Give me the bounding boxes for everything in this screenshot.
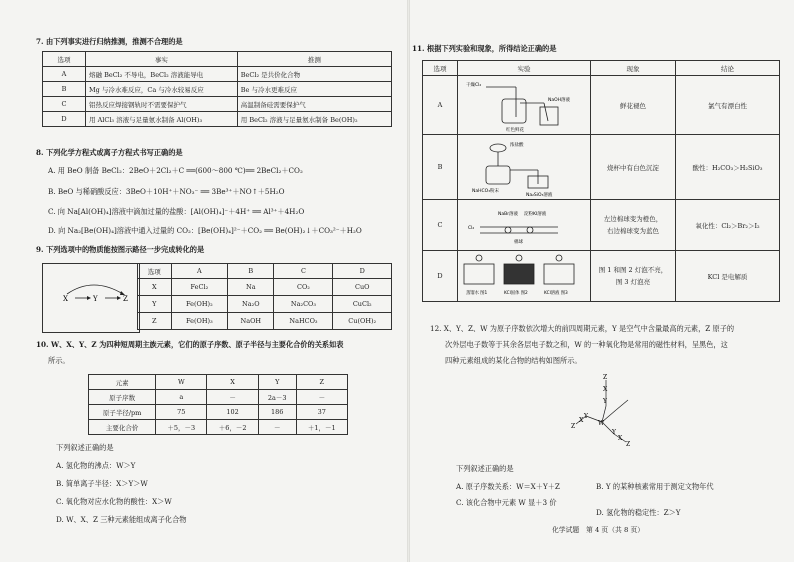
q11-phenomenon bbox=[591, 200, 676, 251]
q7-header: 事实 bbox=[86, 52, 238, 67]
q10-title-cont: 所示。 bbox=[48, 356, 70, 365]
q10-cell: ＋5，－3 bbox=[156, 420, 207, 435]
q11-apparatus-d bbox=[458, 251, 591, 302]
q11-apparatus-b bbox=[458, 135, 591, 200]
q10-option: A. 氢化物的沸点：W＞Y bbox=[56, 461, 136, 470]
label-naoh: NaOH溶液 bbox=[548, 98, 571, 103]
q8-option: D. 向 Na₂[Be(OH)₄]溶液中通入过量的 CO₂：[Be(OH)₄]²⁻＋CO₂ ══ Be(OH)₂↓＋CO₃²⁻＋H₂O bbox=[48, 226, 362, 235]
label-fig3: KCl溶液 图3 bbox=[544, 291, 568, 296]
q10-cell: ＋1，－1 bbox=[296, 420, 347, 435]
bulb-icon bbox=[556, 255, 562, 261]
label-ki: 淀粉KI溶液 bbox=[524, 212, 547, 217]
q8-option: A. 用 BeO 制备 BeCl₂：2BeO＋2Cl₂＋C ══(600～800 ℃)══ 2BeCl₂＋CO₂ bbox=[48, 166, 303, 175]
q8-title: 8. 下列化学方程式或离子方程式书写正确的是 bbox=[36, 148, 183, 157]
apparatus-b-drawing bbox=[458, 136, 582, 198]
q7-cell: BeCl₂ 是共价化合物 bbox=[237, 67, 391, 82]
atom: Z bbox=[626, 441, 631, 448]
q11-conclusion: 氯气有漂白性 bbox=[676, 76, 780, 135]
apparatus-d-drawing bbox=[458, 252, 582, 300]
q11-phenomenon: 鲜花褪色 bbox=[591, 76, 676, 135]
apparatus-a-drawing bbox=[458, 77, 582, 133]
q9-cell: Na bbox=[228, 279, 274, 296]
q11-header: 结论 bbox=[676, 61, 780, 76]
q11-conclusion: 氧化性：Cl₂＞Br₂＞I₂ bbox=[676, 200, 780, 251]
q11-phen-line: 右边棉球变为蓝色 bbox=[607, 227, 659, 235]
q12-line: 四种元素组成的某化合物的结构如图所示。 bbox=[445, 356, 582, 365]
q10-header: 元素 bbox=[89, 375, 156, 390]
label-na2sio3: Na₂SiO₃溶液 bbox=[526, 193, 553, 198]
bulb-icon bbox=[476, 255, 482, 261]
q10-cell: － bbox=[207, 390, 258, 405]
q9-cell: CuCl₂ bbox=[333, 296, 392, 313]
q9-diagram bbox=[42, 263, 140, 333]
q10-cell: 186 bbox=[258, 405, 296, 420]
q9-cell: Na₂O bbox=[228, 296, 274, 313]
q9-table bbox=[137, 263, 392, 330]
q10-cell: 主要化合价 bbox=[89, 420, 156, 435]
arrow-x-z bbox=[67, 285, 123, 294]
q10-option: B. 简单离子半径：X＞Y＞W bbox=[56, 479, 148, 488]
q9-cell: Cu(OH)₂ bbox=[333, 313, 392, 330]
q7-cell: 用 AlCl₃ 溶液与足量氨水制备 Al(OH)₃ bbox=[86, 112, 238, 127]
q12-line: 12. X、Y、Z、W 为原子序数依次增大的前四周期元素，Y 是空气中含量最高的元素，Z 原子的 bbox=[430, 324, 735, 333]
q9-header: D bbox=[333, 264, 392, 279]
q7-cell: C bbox=[43, 97, 86, 112]
label-nahco3: NaHCO₃粉末 bbox=[472, 189, 499, 194]
label-nabr: NaBr溶液 bbox=[498, 212, 519, 217]
q10-option: C. 氧化物对应水化物的酸性：X＞W bbox=[56, 497, 172, 506]
q12-option: C. 该化合物中元素 W 显＋3 价 bbox=[456, 498, 557, 507]
q10-header: W bbox=[156, 375, 207, 390]
atom: X bbox=[603, 386, 608, 393]
q7-header: 推测 bbox=[237, 52, 391, 67]
node-x: X bbox=[63, 295, 68, 303]
label-hcl: 浓盐酸 bbox=[510, 143, 524, 148]
q12-prompt: 下列叙述正确的是 bbox=[456, 464, 514, 473]
q9-cell: Z bbox=[138, 313, 172, 330]
atom: Z bbox=[603, 374, 608, 381]
page-fold bbox=[407, 0, 410, 562]
q10-cell: 102 bbox=[207, 405, 258, 420]
q10-title: 10. W、X、Y、Z 为四种短周期主族元素，它们的原子序数、原子半径与主要化合价的关系如表 bbox=[36, 340, 344, 349]
q9-cell: CuO bbox=[333, 279, 392, 296]
q7-cell: D bbox=[43, 112, 86, 127]
arrowhead-icon bbox=[117, 296, 121, 300]
q8-option: B. BeO 与稀硝酸反应：3BeO＋10H⁺＋NO₃⁻ ══ 3Be³⁺＋NO↑＋5H₂O bbox=[48, 187, 285, 196]
q11-option: A bbox=[423, 76, 458, 135]
node-y: Y bbox=[93, 295, 98, 303]
q9-cell: FeCl₂ bbox=[171, 279, 228, 296]
q9-header: A bbox=[171, 264, 228, 279]
label-flower: 红色鲜花 bbox=[506, 128, 524, 133]
q7-title: 7. 由下列事实进行归纳推测，推测不合理的是 bbox=[36, 37, 183, 46]
q9-cell: Y bbox=[138, 296, 172, 313]
label-cotton: 棉球 bbox=[514, 240, 523, 245]
q10-header: X bbox=[207, 375, 258, 390]
q9-cell: NaHCO₃ bbox=[274, 313, 333, 330]
q7-table bbox=[42, 51, 392, 127]
q12-structure bbox=[570, 370, 670, 462]
q12-option: D. 氢化物的稳定性：Z＞Y bbox=[596, 508, 681, 517]
q11-conclusion: 酸性：H₂CO₃＞H₂SiO₃ bbox=[676, 135, 780, 200]
q10-cell: 2a－3 bbox=[258, 390, 296, 405]
q10-cell: a bbox=[156, 390, 207, 405]
q10-cell: 原子半径/pm bbox=[89, 405, 156, 420]
q11-header: 选项 bbox=[423, 61, 458, 76]
q10-prompt: 下列叙述正确的是 bbox=[56, 443, 114, 452]
q7-cell: Be 与冷水更难反应 bbox=[237, 82, 391, 97]
q9-cell: Fe(OH)₃ bbox=[171, 313, 228, 330]
apparatus-c-drawing bbox=[458, 201, 582, 249]
q11-apparatus-c bbox=[458, 200, 591, 251]
q12-option: B. Y 的某种核素常用于测定文物年代 bbox=[596, 482, 714, 491]
q7-cell: Mg 与冷水难反应，Ca 与冷水较易反应 bbox=[86, 82, 238, 97]
q11-phenomenon bbox=[591, 251, 676, 302]
q10-cell: 37 bbox=[296, 405, 347, 420]
label-fig2: KCl固体 图2 bbox=[504, 291, 528, 296]
q11-apparatus-a bbox=[458, 76, 591, 135]
q7-cell: B bbox=[43, 82, 86, 97]
q10-option: D. W、X、Z 三种元素能组成离子化合物 bbox=[56, 515, 187, 524]
q11-header: 实验 bbox=[458, 61, 591, 76]
q10-cell: 75 bbox=[156, 405, 207, 420]
q11-option: C bbox=[423, 200, 458, 251]
node-z: Z bbox=[123, 295, 128, 303]
q7-header: 选项 bbox=[43, 52, 86, 67]
q7-cell: 高温制备硅需要保护气 bbox=[237, 97, 391, 112]
q10-cell: ＋6，－2 bbox=[207, 420, 258, 435]
q9-cell: NaOH bbox=[228, 313, 274, 330]
q10-cell: － bbox=[296, 390, 347, 405]
q11-option: B bbox=[423, 135, 458, 200]
q11-option: D bbox=[423, 251, 458, 302]
q8-option: C. 向 Na[Al(OH)₄]溶液中滴加过量的盐酸：[Al(OH)₄]⁻＋4H⁺ ══ Al³⁺＋4H₂O bbox=[48, 207, 305, 216]
page-footer: 化学试题 第 4 页（共 8 页） bbox=[552, 526, 645, 534]
atom: X bbox=[579, 417, 584, 424]
q7-cell: A bbox=[43, 67, 86, 82]
bulb-icon bbox=[516, 255, 522, 261]
q10-cell: － bbox=[258, 420, 296, 435]
label-cl2: Cl₂ bbox=[468, 226, 475, 231]
q7-cell: 铝热反应焊接钢轨时不需要保护气 bbox=[86, 97, 238, 112]
atom: Y bbox=[603, 398, 607, 405]
q11-header: 现象 bbox=[591, 61, 676, 76]
q11-table bbox=[422, 60, 780, 302]
q12-line: 次外层电子数等于其余各层电子数之和，W 的一种氧化物是常用的磁性材料，呈黑色，这 bbox=[445, 340, 728, 349]
atom: Y bbox=[612, 429, 616, 436]
q11-phenomenon: 烧杯中有白色沉淀 bbox=[591, 135, 676, 200]
q11-title: 11. 根据下列实验和现象，所得结论正确的是 bbox=[412, 44, 557, 53]
q9-cell: CO₂ bbox=[274, 279, 333, 296]
q9-cell: X bbox=[138, 279, 172, 296]
q9-arrow-diagram bbox=[43, 264, 139, 332]
atom: W bbox=[598, 420, 605, 427]
q10-table bbox=[88, 374, 348, 435]
q9-title: 9. 下列选项中的物质能按图示路径一步完成转化的是 bbox=[36, 245, 205, 254]
arrowhead-icon bbox=[87, 296, 91, 300]
label-fig1: 蒸馏水 图1 bbox=[466, 291, 488, 296]
q7-cell: 熔融 BeCl₂ 不导电，BeCl₂ 溶液能导电 bbox=[86, 67, 238, 82]
atom: Z bbox=[571, 423, 576, 430]
atom: Y bbox=[584, 413, 588, 420]
q12-option: A. 原子序数关系：W＝X＋Y＋Z bbox=[456, 482, 560, 491]
q11-phen-line: 图 1 和图 2 灯泡不亮， bbox=[598, 266, 668, 274]
q7-cell: 用 BeCl₂ 溶液与足量氨水制备 Be(OH)₂ bbox=[237, 112, 391, 127]
atom: X bbox=[618, 435, 623, 442]
q10-header: Z bbox=[296, 375, 347, 390]
q10-cell: 原子序数 bbox=[89, 390, 156, 405]
q9-header: C bbox=[274, 264, 333, 279]
q11-phen-line: 左边棉球变为橙色， bbox=[603, 215, 663, 223]
q11-phen-line: 图 3 灯泡亮 bbox=[615, 278, 651, 286]
q9-header: B bbox=[228, 264, 274, 279]
label-dry-cl2: 干燥Cl₂ bbox=[466, 83, 482, 88]
q9-cell: Fe(OH)₂ bbox=[171, 296, 228, 313]
q11-conclusion: KCl 是电解质 bbox=[676, 251, 780, 302]
q9-header: 选项 bbox=[138, 264, 172, 279]
q9-cell: Na₂CO₃ bbox=[274, 296, 333, 313]
q10-header: Y bbox=[258, 375, 296, 390]
